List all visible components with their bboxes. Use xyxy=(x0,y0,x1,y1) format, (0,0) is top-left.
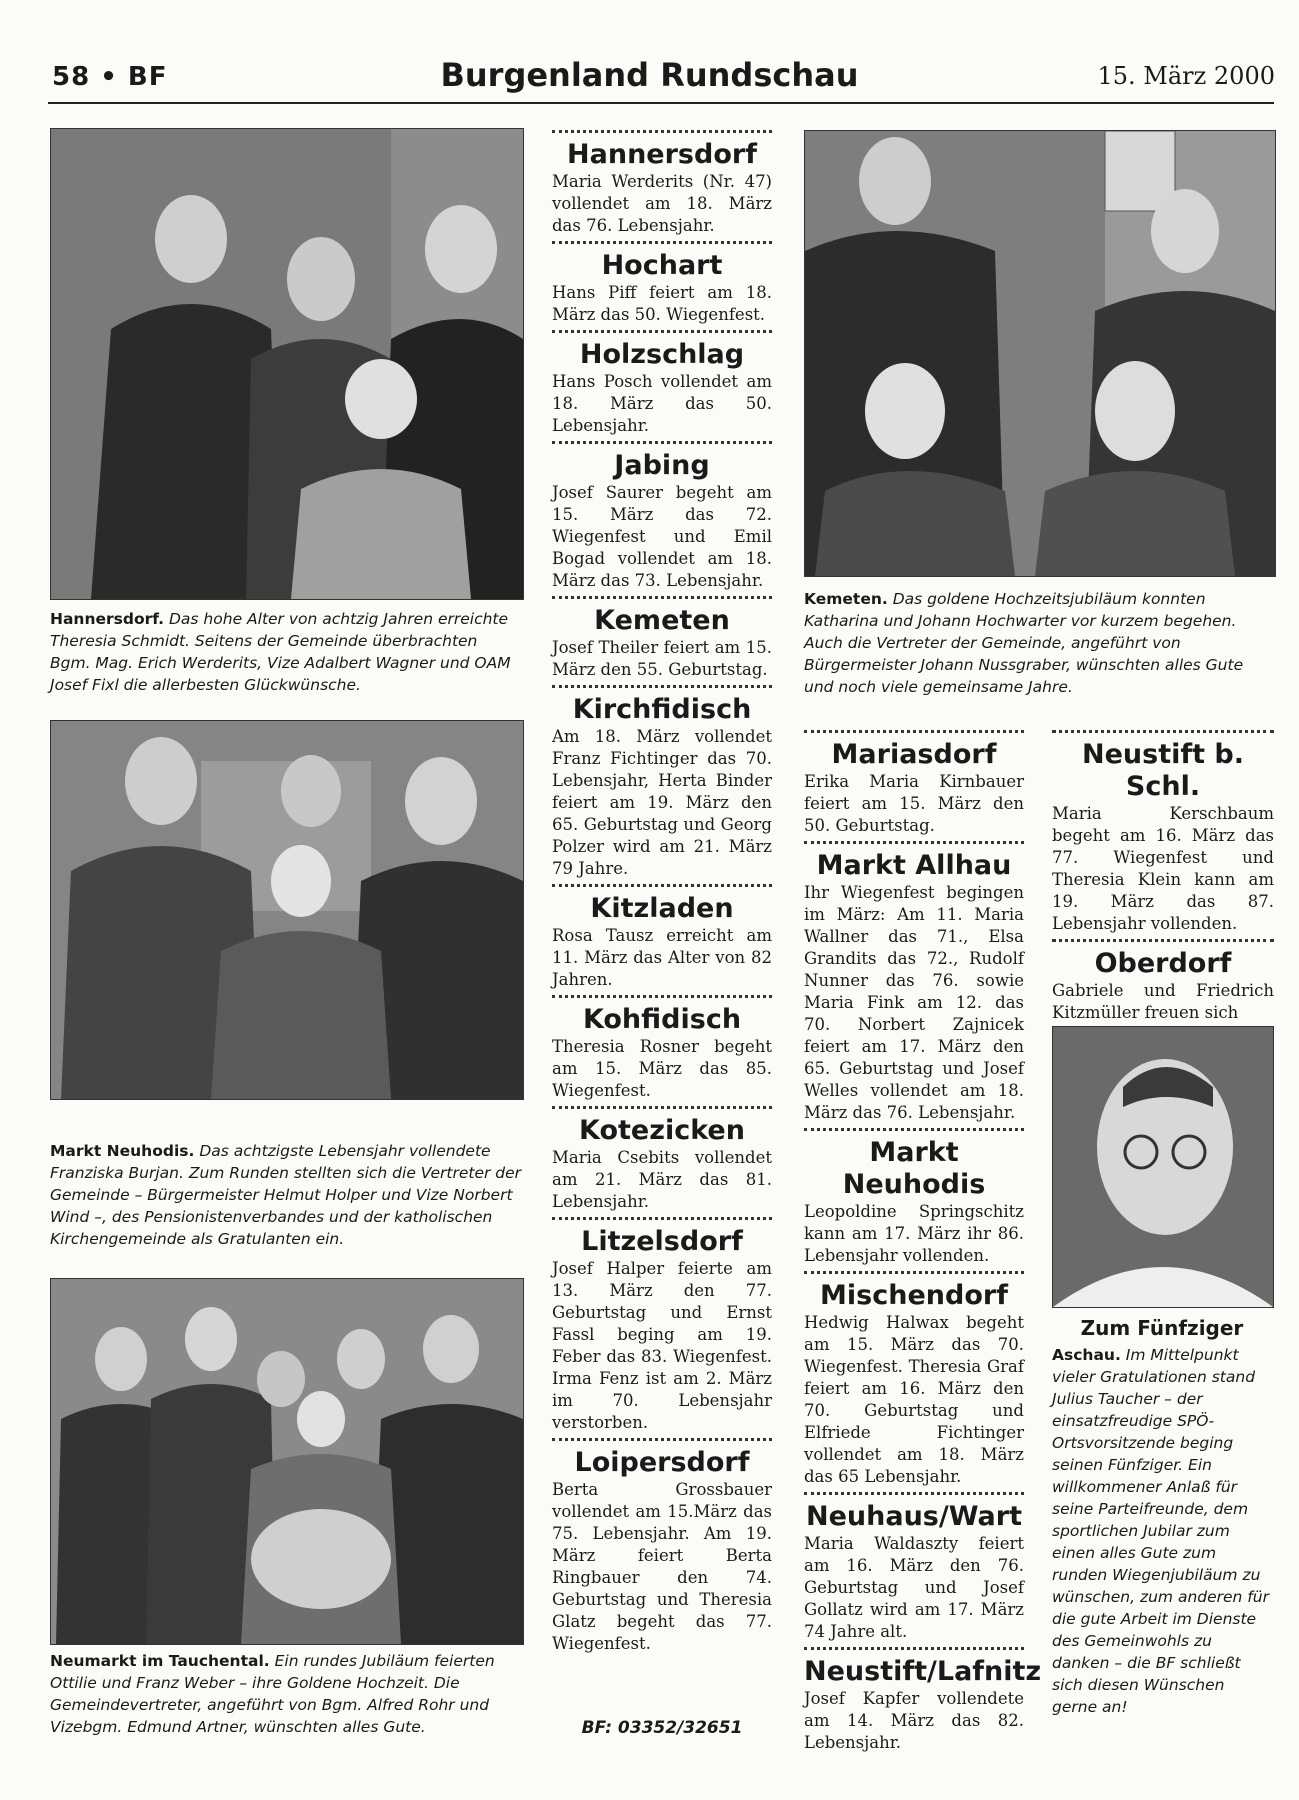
photo-neumarkt xyxy=(50,1278,524,1645)
caption-text: Im Mittelpunkt vieler Gratulationen stand Julius Taucher – der einsatzfreudige SPÖ-Ortsvorsitzende beging seinen Fünfziger. Ein willkommener Anlaß für seine Parteifreunde, dem sportlichen Jubilar zum einen alles Gute zum runden Wiegenjubiläum zu wünschen, zum anderen für die gute Arbeit im Dienste des Gemeinwohls zu danken – die BF schließt sich diesen Wünschen gerne an! xyxy=(1052,1346,1269,1716)
caption-aschau xyxy=(1052,1344,1272,1718)
entry-text: Josef Halper feierte am 13. März den 77. Geburtstag und Ernst Fassl beging am 19. Feber das 83. Wiegenfest. Irma Fenz ist am 2. März im 70. Lebensjahr verstorben. xyxy=(552,1259,772,1432)
entry xyxy=(552,995,772,1102)
entry-title: Neustift b. Schl. xyxy=(1082,739,1244,802)
right-column-1 xyxy=(804,730,1042,1758)
entry xyxy=(804,1271,1024,1488)
entry-text: Erika Maria Kirnbauer feiert am 15. März den 50. Geburtstag. xyxy=(804,772,1024,835)
entry-title: Kemeten xyxy=(594,605,730,636)
newspaper-title: Burgenland Rundschau xyxy=(440,56,859,94)
entry-title: Kitzladen xyxy=(590,893,734,924)
entry xyxy=(1052,730,1274,935)
entry-text: Ihr Wiegenfest begingen im März: Am 11. Maria Wallner das 71., Elsa Grandits das 72., Rudolf Nunner das 76. sowie Maria Fink am 12. das 70. Norbert Zajnicek feiert am 17. März den 65. Geburtstag und Josef Welles vollendet am 18. März das 76. Lebensjahr. xyxy=(804,883,1024,1122)
entry-text: Rosa Tausz erreicht am 11. März das Alter von 82 Jahren. xyxy=(552,926,772,989)
entry-title: Jabing xyxy=(614,450,710,481)
entry-title: Loipersdorf xyxy=(574,1447,750,1478)
photo-hannersdorf xyxy=(50,128,524,600)
entry xyxy=(552,685,772,880)
entry xyxy=(552,441,772,592)
caption-kemeten xyxy=(804,588,1274,698)
middle-column xyxy=(552,130,772,1659)
entry-title: Kirchfidisch xyxy=(572,694,752,725)
caption-place: Hannersdorf. xyxy=(50,610,165,628)
entry-text: Josef Saurer begeht am 15. März das 72. Wiegenfest und Emil Bogad vollendet am 18. März das 73. Lebensjahr. xyxy=(552,483,772,590)
entry-title: Hochart xyxy=(601,250,723,281)
page-number: 58 • BF xyxy=(52,62,168,92)
entry xyxy=(804,841,1024,1124)
caption-text: Ein rundes Jubiläum feierten Ottilie und Franz Weber – ihre Goldene Hochzeit. Die Gemeindevertreter, angeführt von Bgm. Alfred Rohr und Vizebgm. Edmund Artner, wünschten alles Gute. xyxy=(50,1652,495,1736)
entry-title: Kotezicken xyxy=(579,1115,745,1146)
entry xyxy=(804,1128,1024,1267)
entry xyxy=(552,241,772,326)
caption-markt-neuhodis xyxy=(50,1140,522,1250)
portrait-title: Zum Fünfziger xyxy=(1080,1316,1244,1340)
entry-text: Hans Posch vollendet am 18. März das 50. Lebensjahr. xyxy=(552,372,772,435)
right-column-2 xyxy=(1052,730,1274,1028)
entry-text: Josef Kapfer vollendete am 14. März das 82. Lebensjahr. xyxy=(804,1689,1024,1752)
entry-title: Neustift/Lafnitz xyxy=(804,1656,1042,1687)
caption-text: Das goldene Hochzeitsjubiläum konnten Katharina und Johann Hochwarter vor kurzem begehen. Auch die Vertreter der Gemeinde, angeführt von Bürgermeister Johann Nussgraber, wünschten alles Gute und noch viele gemeinsame Jahre. xyxy=(804,590,1244,696)
photo-portrait xyxy=(1052,1026,1274,1308)
footer-phone: BF: 03352/32651 xyxy=(581,1718,743,1738)
entry-text: Gabriele und Friedrich Kitzmüller freuen sich xyxy=(1052,981,1274,1022)
entry-text: Maria Kerschbaum begeht am 16. März das 77. Wiegenfest und Theresia Klein kann am 19. März das 87. Lebensjahr vollenden. xyxy=(1052,804,1274,933)
photo-kemeten xyxy=(804,130,1276,577)
issue-date: 15. März 2000 xyxy=(1097,62,1275,90)
entry-text: Hans Piff feiert am 18. März das 50. Wiegenfest. xyxy=(552,283,772,324)
entry-title: Kohfidisch xyxy=(582,1004,742,1035)
entry xyxy=(552,596,772,681)
entry-title: Mischendorf xyxy=(820,1280,1008,1311)
entry-text: Berta Grossbauer vollendet am 15.März das 75. Lebensjahr. Am 19. März feiert Berta Ringbauer den 74. Geburtstag und Theresia Glatz begeht das 77. Wiegenfest. xyxy=(552,1480,772,1653)
entry xyxy=(552,884,772,991)
entry xyxy=(804,730,1024,837)
header-rule xyxy=(48,102,1274,104)
caption-place: Markt Neuhodis. xyxy=(50,1142,195,1160)
entry-text: Theresia Rosner begeht am 15. März das 85. Wiegenfest. xyxy=(552,1037,772,1100)
entry-title: Neuhaus/Wart xyxy=(806,1501,1022,1532)
entry-text: Leopoldine Springschitz kann am 17. März ihr 86. Lebensjahr vollenden. xyxy=(804,1202,1024,1265)
caption-neumarkt xyxy=(50,1650,522,1738)
entry-text: Maria Csebits vollendet am 21. März das 81. Lebensjahr. xyxy=(552,1148,772,1211)
entry-text: Maria Werderits (Nr. 47) vollendet am 18. März das 76. Lebensjahr. xyxy=(552,172,772,235)
entry-title: Litzelsdorf xyxy=(581,1226,743,1257)
entry-title: Mariasdorf xyxy=(831,739,997,770)
caption-text: Das achtzigste Lebensjahr vollendete Franziska Burjan. Zum Runden stellten sich die Vertreter der Gemeinde – Bürgermeister Helmut Holper und Vize Norbert Wind –, des Pensionistenverbandes und der katholischen Kirchengemeinde als Gratulanten ein. xyxy=(50,1142,522,1248)
entry xyxy=(552,1106,772,1213)
caption-text: Das hohe Alter von achtzig Jahren erreichte Theresia Schmidt. Seitens der Gemeinde überbrachten Bgm. Mag. Erich Werderits, Vize Adalbert Wagner und OAM Josef Fixl die allerbesten Glückwünsche. xyxy=(50,610,511,694)
entry-text: Josef Theiler feiert am 15. März den 55. Geburtstag. xyxy=(552,638,772,679)
entry xyxy=(552,130,772,237)
entry xyxy=(804,1492,1024,1643)
entry-title: Hannersdorf xyxy=(567,139,757,170)
entry-title: Markt Neuhodis xyxy=(842,1137,986,1200)
caption-place: Kemeten. xyxy=(804,590,888,608)
caption-place: Aschau. xyxy=(1052,1346,1121,1364)
entry-title: Oberdorf xyxy=(1094,948,1232,979)
entry-text: Hedwig Halwax begeht am 15. März das 70. Wiegenfest. Theresia Graf feiert am 16. März den 70. Geburtstag und Elfriede Fichtinger vollendet am 18. März das 65 Lebensjahr. xyxy=(804,1313,1024,1486)
entry-title: Markt Allhau xyxy=(816,850,1012,881)
photo-markt-neuhodis xyxy=(50,720,524,1100)
entry xyxy=(552,330,772,437)
entry xyxy=(552,1217,772,1434)
entry xyxy=(552,1438,772,1655)
entry xyxy=(804,1647,1042,1754)
caption-place: Neumarkt im Tauchental. xyxy=(50,1652,270,1670)
entry-title: Holzschlag xyxy=(579,339,745,370)
entry xyxy=(1052,939,1274,1024)
entry-text: Maria Waldaszty feiert am 16. März den 76. Geburtstag und Josef Gollatz wird am 17. März 74 Jahre alt. xyxy=(804,1534,1024,1641)
caption-hannersdorf xyxy=(50,608,522,696)
entry-text: Am 18. März vollendet Franz Fichtinger das 70. Lebensjahr, Herta Binder feiert am 19. März den 65. Geburtstag und Georg Polzer wird am 21. März 79 Jahre. xyxy=(552,727,772,878)
